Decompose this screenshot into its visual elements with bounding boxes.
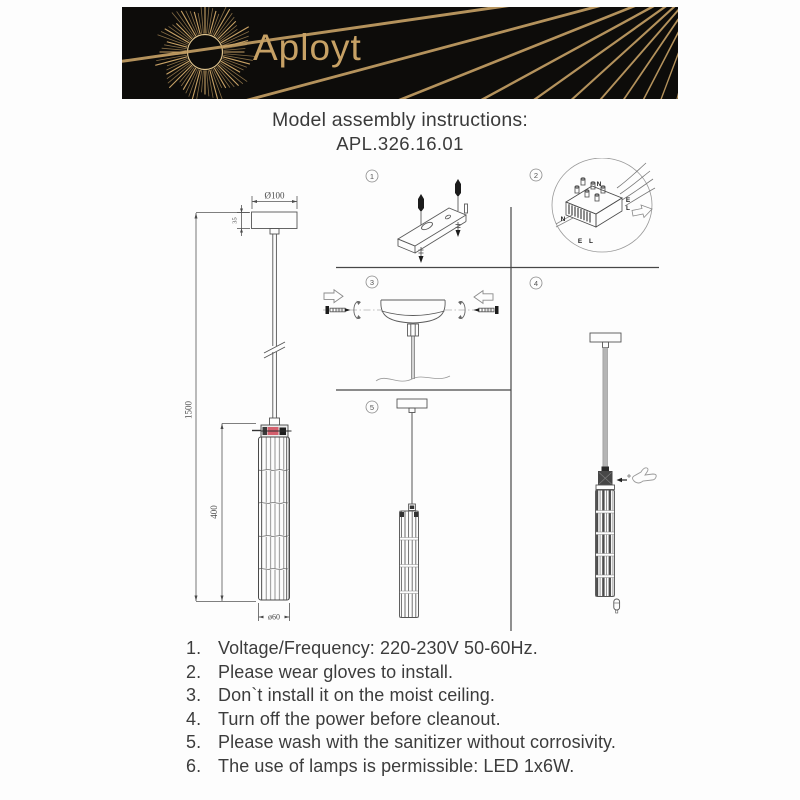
step-4-number: 4 [533, 278, 539, 288]
crystal-shade [259, 437, 290, 600]
item-text: Turn off the power before cleanout. [218, 708, 501, 729]
step-5-number: 5 [369, 402, 375, 412]
assembly-diagram [140, 158, 705, 638]
wire-label-e-in: E [625, 197, 631, 204]
list-item [186, 661, 666, 685]
list-item [186, 755, 666, 779]
item-text: The use of lamps is permissible: LED 1x6W. [218, 755, 575, 776]
socket-assembly [596, 467, 615, 490]
item-text: Please wear gloves to install. [218, 661, 454, 682]
step-1-number: 1 [369, 171, 375, 181]
suspension-rod [603, 348, 608, 471]
step-badges [366, 169, 542, 413]
terminal-slots [569, 204, 590, 222]
dim-canopy-height: 35 [231, 217, 239, 224]
step2-wiring-detail [552, 158, 655, 252]
cord-break-mark [264, 342, 285, 353]
page-title: Model assembly instructions: [272, 109, 528, 131]
dim-shade-height: 400 [209, 505, 219, 519]
model-number: APL.326.16.01 [336, 133, 464, 154]
anchor-screw-icon [418, 194, 424, 263]
step5-assembled-pendant [397, 399, 427, 618]
corner-rays-decoration [122, 7, 678, 99]
block-arrow-left-icon [474, 291, 493, 304]
list-item [186, 708, 666, 732]
step4-attach-shade [590, 333, 656, 613]
list-item [186, 637, 666, 661]
main-dimension-drawing [252, 212, 298, 425]
brand-banner [122, 7, 678, 99]
item-number: 5. [186, 732, 202, 752]
instruction-list [186, 637, 666, 778]
item-text: Voltage/Frequency: 220-230V 50-60Hz. [218, 638, 538, 658]
brand-name: Aployt [253, 27, 362, 68]
item-number: 1. [186, 638, 202, 658]
anchor-screw-icon [455, 179, 461, 237]
step-3-number: 3 [369, 277, 375, 287]
step-2-number: 2 [533, 170, 539, 180]
canopy-front-view [376, 300, 450, 381]
shade-step4 [596, 490, 615, 597]
wire-label-l-block: L [589, 238, 593, 245]
insert-arrow-icon [617, 478, 628, 482]
push-arrow-icon [632, 205, 652, 218]
wire-label-n-in: N [596, 181, 602, 188]
step3-canopy-mounting [323, 290, 499, 381]
item-number: 6. [186, 755, 202, 776]
ceiling-canopy [252, 212, 298, 229]
dim-canopy-diameter: Ø100 [264, 190, 285, 201]
wire-label-e-block: E [577, 238, 583, 245]
list-item [186, 731, 666, 755]
wire-label-n-block: N [560, 216, 566, 223]
dim-overall-height: 1500 [183, 401, 194, 419]
list-item [186, 684, 666, 708]
item-number: 3. [186, 685, 202, 705]
item-number: 4. [186, 708, 202, 729]
shade-step5 [400, 511, 419, 618]
wire-label-l-in: L [626, 205, 630, 212]
title-block [0, 109, 800, 155]
step1-bracket-screws [398, 179, 468, 263]
block-arrow-right-icon [324, 290, 343, 303]
item-text: Please wash with the sanitizer without corrosivity. [218, 732, 616, 752]
dim-shade-diameter: ø60 [268, 612, 280, 622]
item-number: 2. [186, 661, 202, 682]
hand-icon [627, 468, 656, 483]
led-bulb-icon [614, 599, 620, 613]
lamp-socket [252, 425, 292, 437]
item-text: Don`t install it on the moist ceiling. [218, 685, 495, 705]
